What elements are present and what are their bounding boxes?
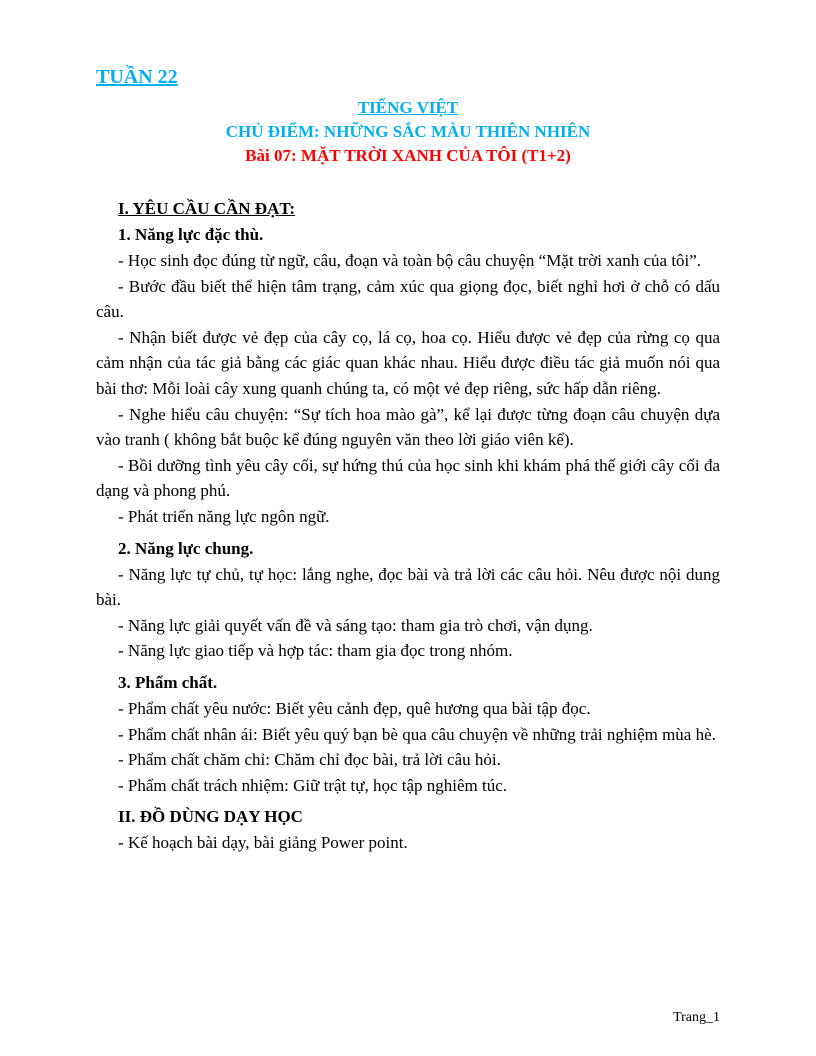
list-item: - Phát triển năng lực ngôn ngữ. bbox=[118, 506, 330, 526]
list-item: - Bồi dưỡng tình yêu cây cối, sự hứng thú của học sinh khi khám phá thế giới cây cối đa dạng và phong phú. bbox=[96, 455, 720, 501]
lesson-title: Bài 07: MẶT TRỜI XANH CỦA TÔI (T1+2) bbox=[245, 146, 571, 165]
list-item: - Phẩm chất nhân ái: Biết yêu quý bạn bè qua câu chuyện về những trải nghiệm mùa hè. bbox=[118, 724, 716, 744]
list-item: - Năng lực giao tiếp và hợp tác: tham gia đọc trong nhóm. bbox=[118, 641, 513, 661]
subsection-qualities-title: 3. Phẩm chất. bbox=[118, 672, 218, 692]
theme-title: CHỦ ĐIỂM: NHỮNG SẮC MÀU THIÊN NHIÊN bbox=[225, 122, 591, 141]
list-item: - Phẩm chất chăm chỉ: Chăm chỉ đọc bài, trả lời câu hỏi. bbox=[118, 750, 501, 770]
list-item: - Phẩm chất trách nhiệm: Giữ trật tự, học tập nghiêm túc. bbox=[118, 775, 508, 795]
list-item: - Nhận biết được vẻ đẹp của cây cọ, lá cọ, hoa cọ. Hiểu được vẻ đẹp của rừng cọ qua cảm nhận của tác giả bằng các giác quan khác nhau. Hiểu được điều tác giả muốn nói qua bài thơ: Mỗi loài cây xung quanh chúng ta, có một vẻ đẹp riêng, sức hấp dẫn riêng. bbox=[96, 327, 720, 398]
list-item: - Nghe hiểu câu chuyện: “Sự tích hoa mào gà”, kể lại được từng đoạn câu chuyện dựa vào tranh ( không bắt buộc kể đúng nguyên văn theo lời giáo viên kể). bbox=[96, 404, 720, 450]
lesson-header bbox=[96, 96, 720, 168]
document-body bbox=[96, 196, 720, 856]
subject-title: TIẾNG VIỆT bbox=[357, 98, 459, 117]
list-item: - Phẩm chất yêu nước: Biết yêu cảnh đẹp, quê hương qua bài tập đọc. bbox=[118, 698, 591, 718]
list-item: - Năng lực giải quyết vấn đề và sáng tạo: tham gia trò chơi, vận dụng. bbox=[118, 615, 593, 635]
section-materials-title: II. ĐỒ DÙNG DẠY HỌC bbox=[118, 807, 303, 827]
list-item: - Kế hoạch bài dạy, bài giảng Power point. bbox=[118, 833, 408, 853]
week-title: TUẦN 22 bbox=[96, 66, 178, 88]
subsection-general-competence-title: 2. Năng lực chung. bbox=[118, 538, 254, 558]
list-item: - Năng lực tự chủ, tự học: lắng nghe, đọc bài và trả lời các câu hỏi. Nêu được nội dung bài. bbox=[96, 564, 720, 610]
subsection-specific-competence-title: 1. Năng lực đặc thù. bbox=[118, 225, 264, 244]
section-requirements-title: I. YÊU CẦU CẦN ĐẠT: bbox=[118, 199, 296, 218]
list-item: - Học sinh đọc đúng từ ngữ, câu, đoạn và toàn bộ câu chuyện “Mặt trời xanh của tôi”. bbox=[118, 251, 702, 270]
list-item: - Bước đầu biết thể hiện tâm trạng, cảm xúc qua giọng đọc, biết nghỉ hơi ở chỗ có dấu câu. bbox=[96, 276, 720, 322]
page-number: Trang_1 bbox=[673, 1010, 720, 1025]
